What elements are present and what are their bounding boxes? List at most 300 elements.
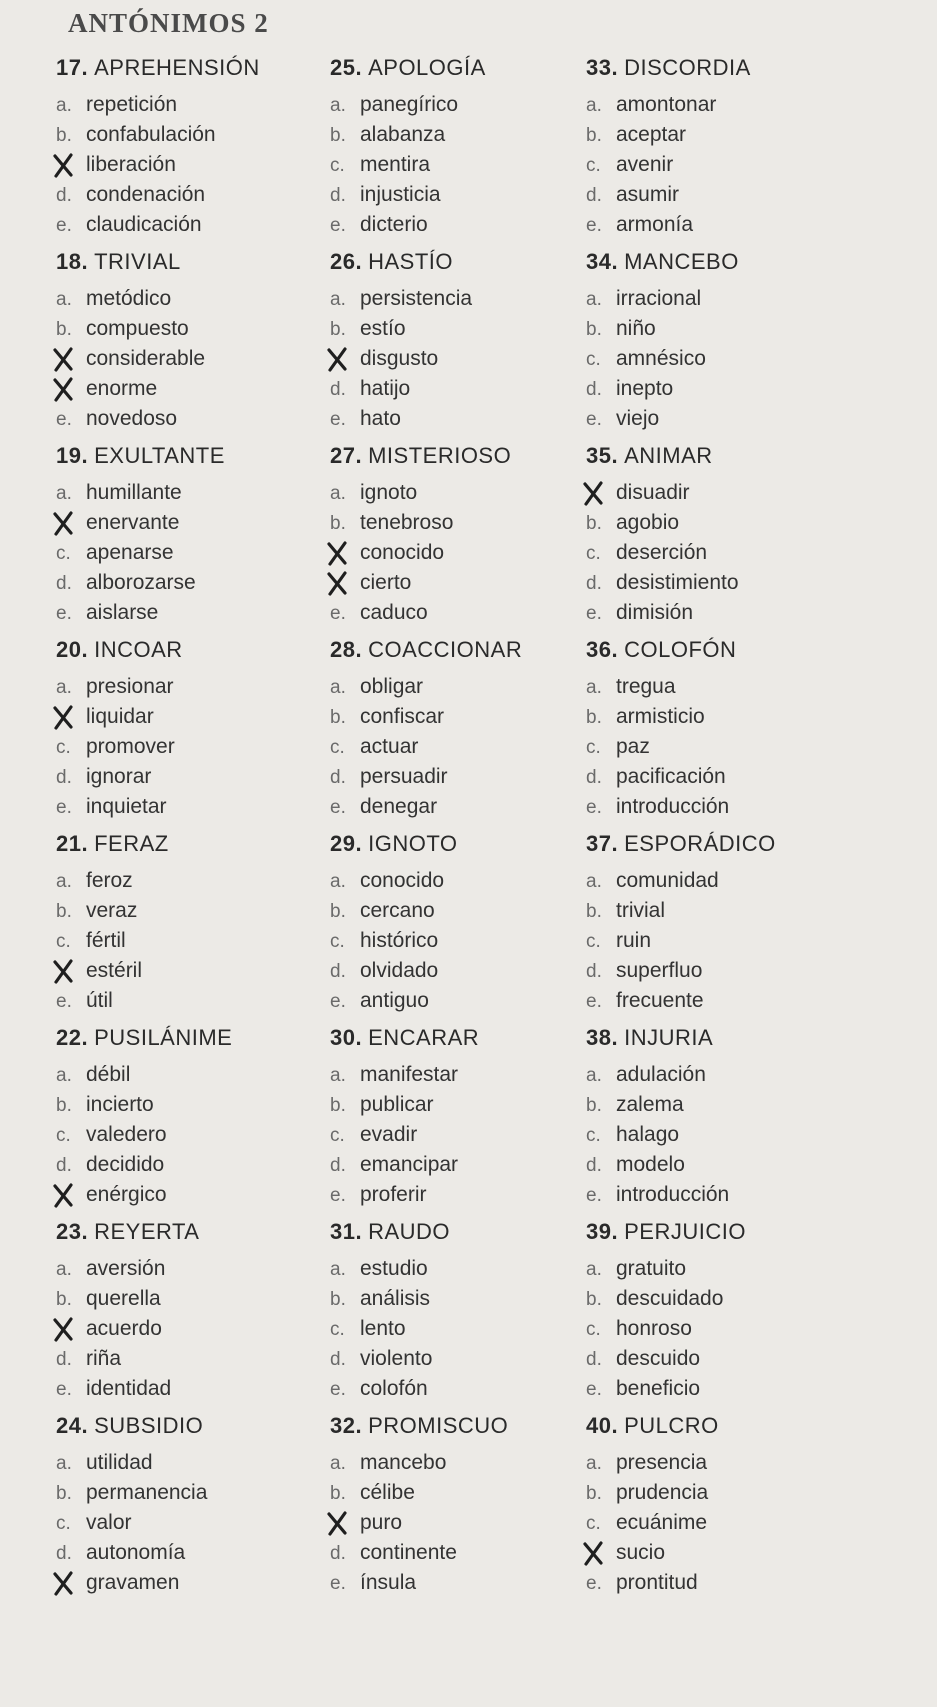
option-text: persuadir: [360, 765, 448, 788]
answer-option[interactable]: [56, 1538, 356, 1568]
option-text: antiguo: [360, 989, 429, 1012]
x-mark-icon: [580, 1540, 606, 1566]
answer-option[interactable]: [330, 314, 630, 344]
question-heading: [586, 248, 886, 284]
option-text: actuar: [360, 735, 419, 758]
question-word: COLOFÓN: [624, 637, 737, 662]
option-letter: c.: [586, 543, 601, 564]
option-letter: b.: [586, 319, 602, 340]
option-letter: d.: [56, 1543, 72, 1564]
question-word: EXULTANTE: [94, 443, 225, 468]
answer-option[interactable]: [56, 1448, 356, 1478]
x-mark-icon: [50, 376, 76, 402]
option-letter: a.: [330, 1259, 346, 1280]
answer-option[interactable]: [586, 210, 886, 240]
question-word: MISTERIOSO: [368, 443, 512, 468]
answer-option[interactable]: [330, 866, 630, 896]
option-text: utilidad: [86, 1451, 153, 1474]
answer-option[interactable]: [330, 1254, 630, 1284]
option-text: feroz: [86, 869, 133, 892]
question-block: [56, 636, 356, 830]
option-letter: d.: [330, 961, 346, 982]
answer-option[interactable]: [330, 1150, 630, 1180]
question-word: IGNOTO: [368, 831, 458, 856]
option-text: irracional: [616, 287, 702, 310]
option-text: emancipar: [360, 1153, 459, 1176]
answer-option[interactable]: [586, 896, 886, 926]
answer-option[interactable]: [56, 90, 356, 120]
option-letter: c.: [56, 737, 71, 758]
option-letter: d.: [330, 1349, 346, 1370]
answer-option[interactable]: [330, 598, 630, 628]
option-text: caduco: [360, 601, 428, 624]
option-letter: b.: [56, 1289, 72, 1310]
option-text: deserción: [616, 541, 708, 564]
answer-option[interactable]: [330, 672, 630, 702]
answer-option[interactable]: [56, 1284, 356, 1314]
option-text: débil: [86, 1063, 131, 1086]
option-text: evadir: [360, 1123, 418, 1146]
answer-option[interactable]: [586, 672, 886, 702]
option-text: célibe: [360, 1481, 415, 1504]
question-column-2: [330, 54, 630, 1606]
option-letter: a.: [586, 1453, 602, 1474]
answer-option[interactable]: [586, 1314, 886, 1344]
option-text: histórico: [360, 929, 439, 952]
answer-option[interactable]: [586, 1508, 886, 1538]
option-letter: a.: [56, 95, 72, 116]
question-heading: [586, 1218, 886, 1254]
answer-option[interactable]: [330, 1508, 630, 1538]
option-text: repetición: [86, 93, 178, 116]
option-text: enorme: [86, 377, 158, 400]
option-letter: b.: [330, 707, 346, 728]
answer-option[interactable]: [330, 538, 630, 568]
option-text: presionar: [86, 675, 174, 698]
option-letter: d.: [56, 185, 72, 206]
option-text: introducción: [616, 795, 730, 818]
answer-option[interactable]: [330, 1374, 630, 1404]
question-number: 36.: [586, 637, 619, 662]
option-letter: b.: [56, 1095, 72, 1116]
option-text: paz: [616, 735, 650, 758]
question-heading: [56, 442, 356, 478]
answer-option[interactable]: [586, 404, 886, 434]
option-text: niño: [616, 317, 656, 340]
option-letter: e.: [56, 409, 72, 430]
option-text: viejo: [616, 407, 660, 430]
option-letter: e.: [586, 215, 602, 236]
answer-option[interactable]: [586, 702, 886, 732]
question-number: 23.: [56, 1219, 89, 1244]
answer-option[interactable]: [56, 150, 356, 180]
answer-option[interactable]: [586, 1568, 886, 1598]
option-text: conocido: [360, 541, 445, 564]
answer-option[interactable]: [330, 568, 630, 598]
option-letter: d.: [56, 1349, 72, 1370]
question-heading: [586, 54, 886, 90]
option-letter: c.: [56, 1513, 71, 1534]
option-text: violento: [360, 1347, 433, 1370]
answer-option[interactable]: [56, 1090, 356, 1120]
question-heading: [330, 1412, 630, 1448]
answer-option[interactable]: [330, 284, 630, 314]
question-number: 28.: [330, 637, 363, 662]
question-block: [330, 248, 630, 442]
answer-option[interactable]: [586, 956, 886, 986]
option-letter: a.: [56, 1453, 72, 1474]
option-letter: b.: [330, 513, 346, 534]
answer-option[interactable]: [586, 568, 886, 598]
question-word: INCOAR: [94, 637, 183, 662]
answer-option[interactable]: [56, 1478, 356, 1508]
option-letter: a.: [330, 1065, 346, 1086]
question-heading: [56, 1412, 356, 1448]
option-text: estéril: [86, 959, 143, 982]
answer-option[interactable]: [330, 1568, 630, 1598]
option-text: veraz: [86, 899, 138, 922]
answer-option[interactable]: [56, 120, 356, 150]
option-letter: c.: [586, 1513, 601, 1534]
answer-option[interactable]: [330, 702, 630, 732]
answer-option[interactable]: [330, 120, 630, 150]
option-text: ignoto: [360, 481, 418, 504]
answer-option[interactable]: [586, 344, 886, 374]
answer-option[interactable]: [330, 180, 630, 210]
answer-option[interactable]: [586, 1180, 886, 1210]
option-letter: a.: [586, 95, 602, 116]
question-word: PROMISCUO: [368, 1413, 509, 1438]
option-text: continente: [360, 1541, 457, 1564]
question-heading: [586, 636, 886, 672]
option-text: alabanza: [360, 123, 446, 146]
answer-option[interactable]: [56, 508, 356, 538]
question-block: [330, 1412, 630, 1606]
answer-option[interactable]: [586, 1120, 886, 1150]
answer-option[interactable]: [586, 284, 886, 314]
option-text: trivial: [616, 899, 666, 922]
question-word: MANCEBO: [624, 249, 739, 274]
question-number: 32.: [330, 1413, 363, 1438]
option-text: mancebo: [360, 1451, 447, 1474]
option-letter: b.: [330, 901, 346, 922]
answer-option[interactable]: [586, 1060, 886, 1090]
answer-option[interactable]: [330, 374, 630, 404]
option-text: frecuente: [616, 989, 704, 1012]
option-letter: e.: [330, 797, 346, 818]
answer-option[interactable]: [586, 508, 886, 538]
answer-option[interactable]: [56, 1508, 356, 1538]
answer-option[interactable]: [586, 180, 886, 210]
option-letter: a.: [56, 1065, 72, 1086]
answer-option[interactable]: [56, 210, 356, 240]
answer-option[interactable]: [330, 956, 630, 986]
option-text: asumir: [616, 183, 680, 206]
option-text: condenación: [86, 183, 206, 206]
question-heading: [56, 830, 356, 866]
answer-option[interactable]: [56, 956, 356, 986]
option-text: inepto: [616, 377, 674, 400]
option-letter: d.: [330, 379, 346, 400]
answer-option[interactable]: [586, 1150, 886, 1180]
x-mark-icon: [580, 480, 606, 506]
option-letter: a.: [56, 483, 72, 504]
option-text: descuido: [616, 1347, 701, 1370]
question-block: [330, 1024, 630, 1218]
question-word: PUSILÁNIME: [94, 1025, 233, 1050]
question-number: 29.: [330, 831, 363, 856]
option-letter: e.: [330, 1185, 346, 1206]
answer-option[interactable]: [56, 926, 356, 956]
option-letter: c.: [586, 737, 601, 758]
option-letter: a.: [56, 289, 72, 310]
option-text: prontitud: [616, 1571, 698, 1594]
answer-option[interactable]: [586, 762, 886, 792]
answer-option[interactable]: [56, 344, 356, 374]
option-text: conocido: [360, 869, 445, 892]
option-letter: b.: [330, 1095, 346, 1116]
answer-option[interactable]: [586, 1344, 886, 1374]
option-text: gratuito: [616, 1257, 687, 1280]
answer-option[interactable]: [330, 210, 630, 240]
answer-option[interactable]: [56, 986, 356, 1016]
option-text: compuesto: [86, 317, 189, 340]
question-heading: [586, 442, 886, 478]
answer-option[interactable]: [586, 1538, 886, 1568]
option-letter: c.: [586, 1125, 601, 1146]
option-text: beneficio: [616, 1377, 701, 1400]
answer-option[interactable]: [330, 762, 630, 792]
question-heading: [330, 636, 630, 672]
answer-option[interactable]: [330, 732, 630, 762]
question-word: HASTÍO: [368, 249, 453, 274]
option-letter: a.: [586, 677, 602, 698]
answer-option[interactable]: [330, 986, 630, 1016]
answer-option[interactable]: [56, 1120, 356, 1150]
answer-option[interactable]: [586, 1284, 886, 1314]
answer-option[interactable]: [330, 1060, 630, 1090]
answer-option[interactable]: [56, 1060, 356, 1090]
answer-option[interactable]: [330, 344, 630, 374]
answer-option[interactable]: [56, 762, 356, 792]
answer-option[interactable]: [56, 672, 356, 702]
question-heading: [56, 248, 356, 284]
question-block: [586, 248, 886, 442]
answer-option[interactable]: [586, 1374, 886, 1404]
option-letter: e.: [586, 1573, 602, 1594]
answer-option[interactable]: [56, 284, 356, 314]
answer-option[interactable]: [56, 598, 356, 628]
answer-option[interactable]: [586, 374, 886, 404]
answer-option[interactable]: [586, 120, 886, 150]
answer-option[interactable]: [330, 1090, 630, 1120]
option-letter: e.: [330, 991, 346, 1012]
option-letter: c.: [330, 155, 345, 176]
answer-option[interactable]: [586, 314, 886, 344]
answer-option[interactable]: [330, 150, 630, 180]
option-letter: a.: [56, 871, 72, 892]
answer-option[interactable]: [56, 538, 356, 568]
option-text: hatijo: [360, 377, 411, 400]
answer-option[interactable]: [56, 1374, 356, 1404]
option-letter: a.: [330, 1453, 346, 1474]
answer-option[interactable]: [56, 866, 356, 896]
answer-option[interactable]: [330, 1344, 630, 1374]
answer-option[interactable]: [56, 180, 356, 210]
question-heading: [56, 1024, 356, 1060]
answer-option[interactable]: [586, 1254, 886, 1284]
question-block: [586, 636, 886, 830]
option-text: dimisión: [616, 601, 694, 624]
option-text: aversión: [86, 1257, 166, 1280]
answer-option[interactable]: [56, 374, 356, 404]
x-mark-icon: [50, 1570, 76, 1596]
question-number: 24.: [56, 1413, 89, 1438]
option-letter: c.: [586, 1319, 601, 1340]
x-mark-icon: [50, 152, 76, 178]
answer-option[interactable]: [56, 404, 356, 434]
question-number: 37.: [586, 831, 619, 856]
option-letter: e.: [330, 1379, 346, 1400]
answer-option[interactable]: [56, 478, 356, 508]
answer-option[interactable]: [330, 1284, 630, 1314]
answer-option[interactable]: [330, 896, 630, 926]
answer-option[interactable]: [330, 792, 630, 822]
option-letter: b.: [586, 1095, 602, 1116]
answer-option[interactable]: [330, 404, 630, 434]
question-word: DISCORDIA: [624, 55, 751, 80]
question-number: 38.: [586, 1025, 619, 1050]
question-number: 31.: [330, 1219, 363, 1244]
answer-option[interactable]: [330, 1180, 630, 1210]
option-text: superfluo: [616, 959, 703, 982]
option-letter: c.: [330, 737, 345, 758]
answer-option[interactable]: [330, 1478, 630, 1508]
page-title: ANTÓNIMOS 2: [68, 8, 269, 38]
answer-option[interactable]: [56, 1254, 356, 1284]
option-letter: e.: [330, 215, 346, 236]
x-mark-icon: [50, 958, 76, 984]
answer-option[interactable]: [330, 1448, 630, 1478]
option-text: permanencia: [86, 1481, 208, 1504]
option-letter: c.: [586, 155, 601, 176]
x-mark-icon: [324, 540, 350, 566]
option-text: puro: [360, 1511, 403, 1534]
answer-option[interactable]: [586, 1090, 886, 1120]
answer-option[interactable]: [586, 478, 886, 508]
question-heading: [586, 1024, 886, 1060]
option-text: aislarse: [86, 601, 159, 624]
answer-option[interactable]: [586, 986, 886, 1016]
option-text: enervante: [86, 511, 180, 534]
option-text: hato: [360, 407, 401, 430]
answer-option[interactable]: [586, 732, 886, 762]
option-letter: d.: [586, 961, 602, 982]
option-text: descuidado: [616, 1287, 724, 1310]
x-mark-icon: [324, 570, 350, 596]
option-text: acuerdo: [86, 1317, 162, 1340]
option-letter: d.: [586, 1155, 602, 1176]
option-text: obligar: [360, 675, 424, 698]
answer-option[interactable]: [56, 896, 356, 926]
option-text: valor: [86, 1511, 132, 1534]
option-letter: d.: [586, 767, 602, 788]
option-text: ecuánime: [616, 1511, 708, 1534]
answer-option[interactable]: [586, 538, 886, 568]
answer-option[interactable]: [56, 314, 356, 344]
answer-option[interactable]: [56, 792, 356, 822]
option-letter: d.: [586, 573, 602, 594]
option-text: armisticio: [616, 705, 705, 728]
option-text: disuadir: [616, 481, 690, 504]
option-letter: a.: [330, 95, 346, 116]
option-text: decidido: [86, 1153, 165, 1176]
option-letter: c.: [56, 931, 71, 952]
question-block: [586, 1218, 886, 1412]
question-block: [586, 1412, 886, 1606]
answer-option[interactable]: [56, 1180, 356, 1210]
option-letter: c.: [56, 543, 71, 564]
question-number: 30.: [330, 1025, 363, 1050]
option-letter: d.: [586, 379, 602, 400]
option-text: modelo: [616, 1153, 685, 1176]
answer-option[interactable]: [56, 732, 356, 762]
answer-option[interactable]: [586, 150, 886, 180]
option-letter: a.: [330, 289, 346, 310]
question-heading: [330, 54, 630, 90]
option-text: considerable: [86, 347, 206, 370]
answer-option[interactable]: [330, 1314, 630, 1344]
option-letter: b.: [586, 513, 602, 534]
option-text: tregua: [616, 675, 676, 698]
answer-option[interactable]: [586, 1478, 886, 1508]
answer-option[interactable]: [330, 90, 630, 120]
answer-option[interactable]: [586, 598, 886, 628]
answer-option[interactable]: [586, 90, 886, 120]
question-heading: [56, 1218, 356, 1254]
option-letter: c.: [330, 931, 345, 952]
answer-option[interactable]: [56, 1344, 356, 1374]
option-text: liberación: [86, 153, 176, 176]
option-text: dicterio: [360, 213, 428, 236]
option-letter: b.: [330, 1483, 346, 1504]
x-mark-icon: [324, 346, 350, 372]
answer-option[interactable]: [586, 792, 886, 822]
answer-option[interactable]: [56, 1150, 356, 1180]
option-letter: d.: [330, 185, 346, 206]
answer-option[interactable]: [586, 1448, 886, 1478]
option-letter: c.: [56, 1125, 71, 1146]
option-letter: e.: [330, 603, 346, 624]
answer-option[interactable]: [330, 926, 630, 956]
option-text: ignorar: [86, 765, 152, 788]
answer-option[interactable]: [586, 866, 886, 896]
option-letter: e.: [586, 991, 602, 1012]
question-heading: [586, 1412, 886, 1448]
answer-option[interactable]: [330, 1120, 630, 1150]
answer-option[interactable]: [56, 1568, 356, 1598]
option-letter: b.: [56, 125, 72, 146]
answer-option[interactable]: [330, 508, 630, 538]
answer-option[interactable]: [586, 926, 886, 956]
option-letter: e.: [586, 409, 602, 430]
option-text: lento: [360, 1317, 406, 1340]
answer-option[interactable]: [56, 702, 356, 732]
option-letter: a.: [56, 1259, 72, 1280]
answer-option[interactable]: [56, 568, 356, 598]
option-letter: a.: [586, 289, 602, 310]
answer-option[interactable]: [56, 1314, 356, 1344]
